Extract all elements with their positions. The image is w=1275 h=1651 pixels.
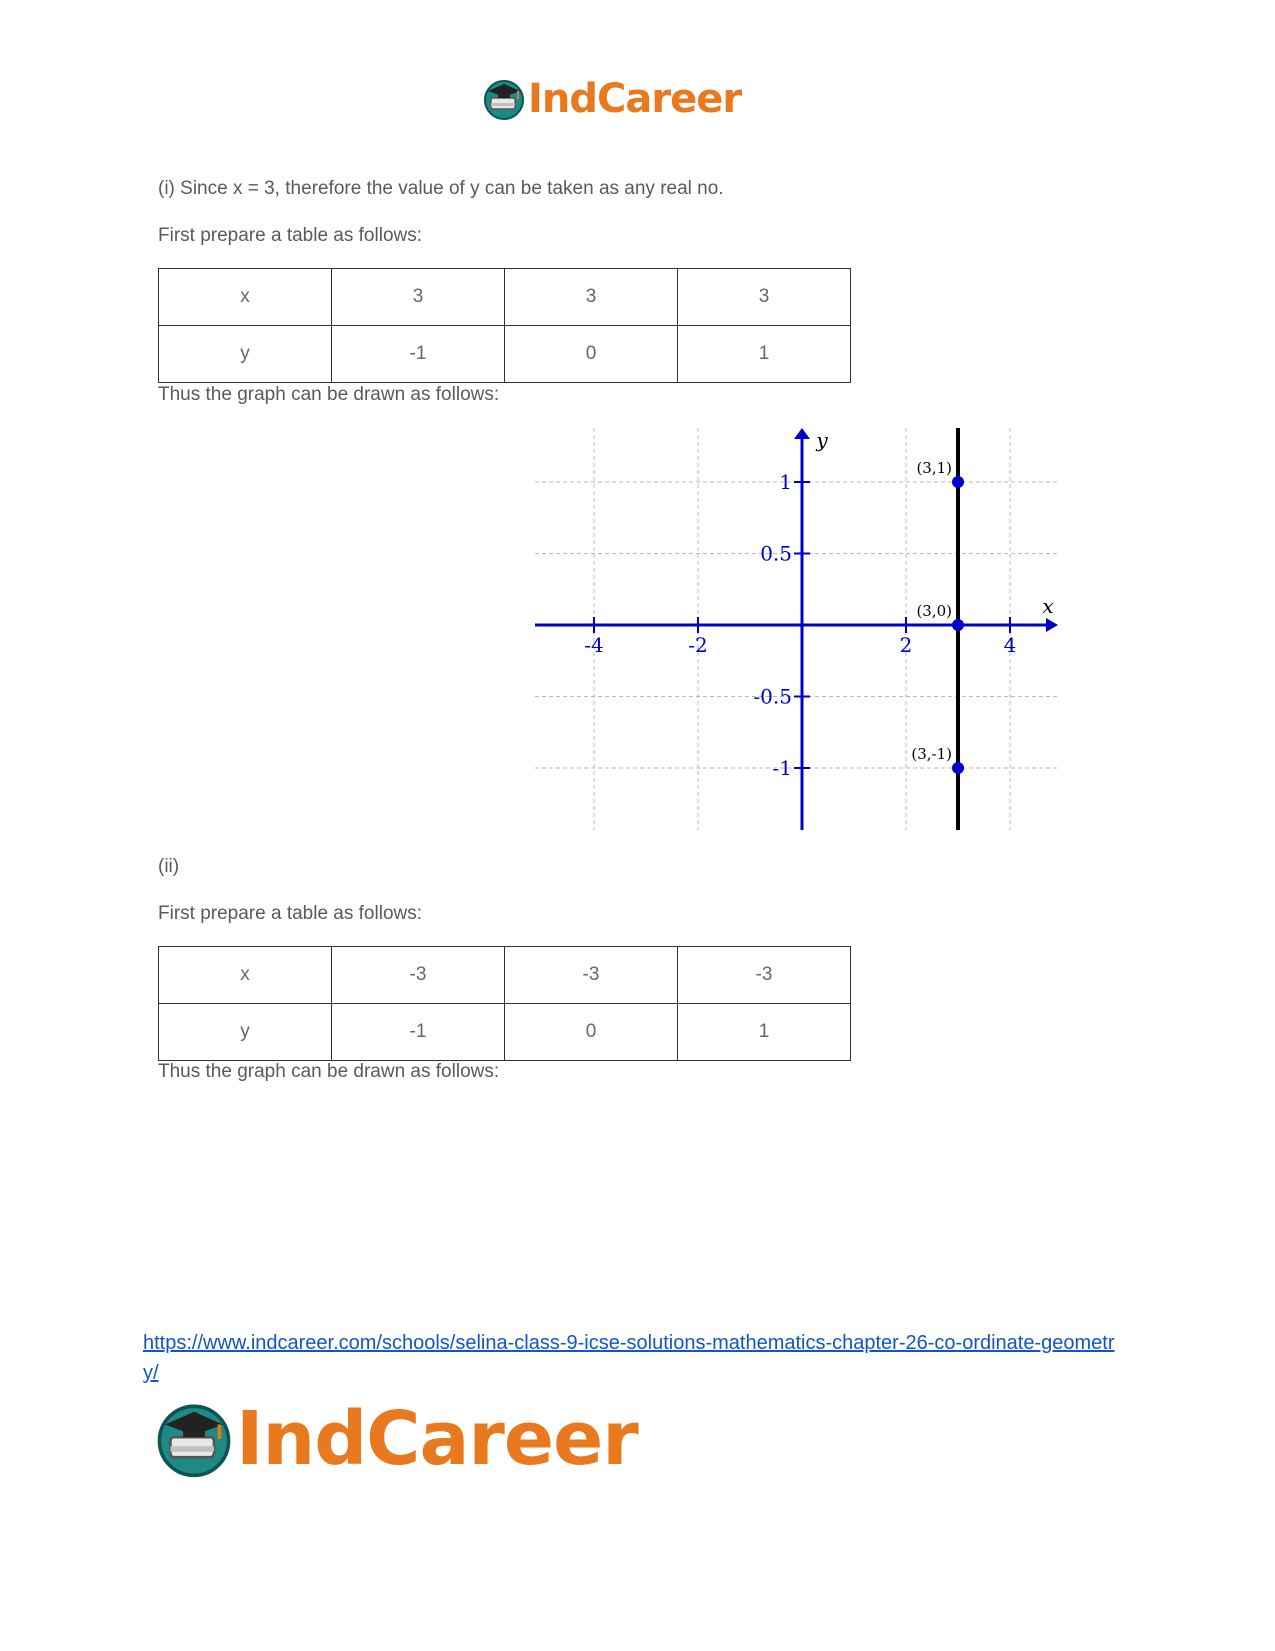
- part1-table-intro: First prepare a table as follows:: [158, 225, 423, 246]
- graduation-cap-book-icon: [482, 77, 526, 121]
- data-point: [952, 762, 964, 774]
- x-tick-label: -2: [688, 633, 708, 657]
- table-cell: 0: [505, 326, 678, 383]
- table-cell: y: [159, 1004, 332, 1061]
- header-logo-text: IndCareer: [528, 76, 742, 122]
- table-cell: -1: [332, 326, 505, 383]
- part2-table: [158, 946, 851, 1061]
- x-tick-label: 2: [899, 633, 913, 657]
- table-row: [159, 269, 851, 326]
- table-row: [159, 1004, 851, 1061]
- x-axis-label: x: [1042, 594, 1054, 618]
- footer-logo-text: IndCareer: [236, 1396, 638, 1482]
- table-cell: -3: [332, 947, 505, 1004]
- table-row: [159, 947, 851, 1004]
- data-point-label: (3,1): [916, 459, 952, 477]
- source-link[interactable]: https://www.indcareer.com/schools/selina-class-9-icse-solutions-mathematics-chapter-26-co-ordinate-geometry/: [143, 1332, 1115, 1384]
- data-point: [952, 476, 964, 488]
- table-cell: 3: [678, 269, 851, 326]
- y-tick-label: -1: [772, 756, 792, 780]
- table-cell: x: [159, 947, 332, 1004]
- table-cell: -3: [678, 947, 851, 1004]
- header-logo: [482, 76, 741, 122]
- part2-graph-intro: Thus the graph can be drawn as follows:: [158, 1061, 500, 1082]
- part2-table-intro: First prepare a table as follows:: [158, 903, 423, 924]
- y-axis-arrow: [794, 428, 810, 439]
- y-tick-label: 1: [779, 470, 792, 494]
- y-tick-label: 0.5: [760, 541, 792, 566]
- y-axis-label: y: [816, 428, 828, 452]
- table-cell: y: [159, 326, 332, 383]
- data-point-label: (3,-1): [911, 745, 952, 763]
- data-point-label: (3,0): [916, 602, 952, 620]
- part1-table: [158, 268, 851, 383]
- data-point: [952, 619, 964, 631]
- table-row: [159, 326, 851, 383]
- table-cell: -1: [332, 1004, 505, 1061]
- table-cell: 1: [678, 1004, 851, 1061]
- table-cell: 1: [678, 326, 851, 383]
- part2-label: (ii): [158, 856, 180, 877]
- part1-graph-intro: Thus the graph can be drawn as follows:: [158, 384, 500, 405]
- table-cell: 3: [332, 269, 505, 326]
- table-cell: 0: [505, 1004, 678, 1061]
- x-tick-label: 4: [1003, 633, 1017, 657]
- part1-intro: (i) Since x = 3, therefore the value of y can be taken as any real no.: [158, 178, 724, 199]
- table-cell: -3: [505, 947, 678, 1004]
- table-cell: x: [159, 269, 332, 326]
- graduation-cap-book-icon: [154, 1399, 234, 1479]
- x-tick-label: -4: [584, 633, 604, 657]
- footer-logo: [154, 1396, 638, 1482]
- x-axis-arrow: [1046, 618, 1058, 632]
- y-tick-label: -0.5: [753, 684, 792, 709]
- table-cell: 3: [505, 269, 678, 326]
